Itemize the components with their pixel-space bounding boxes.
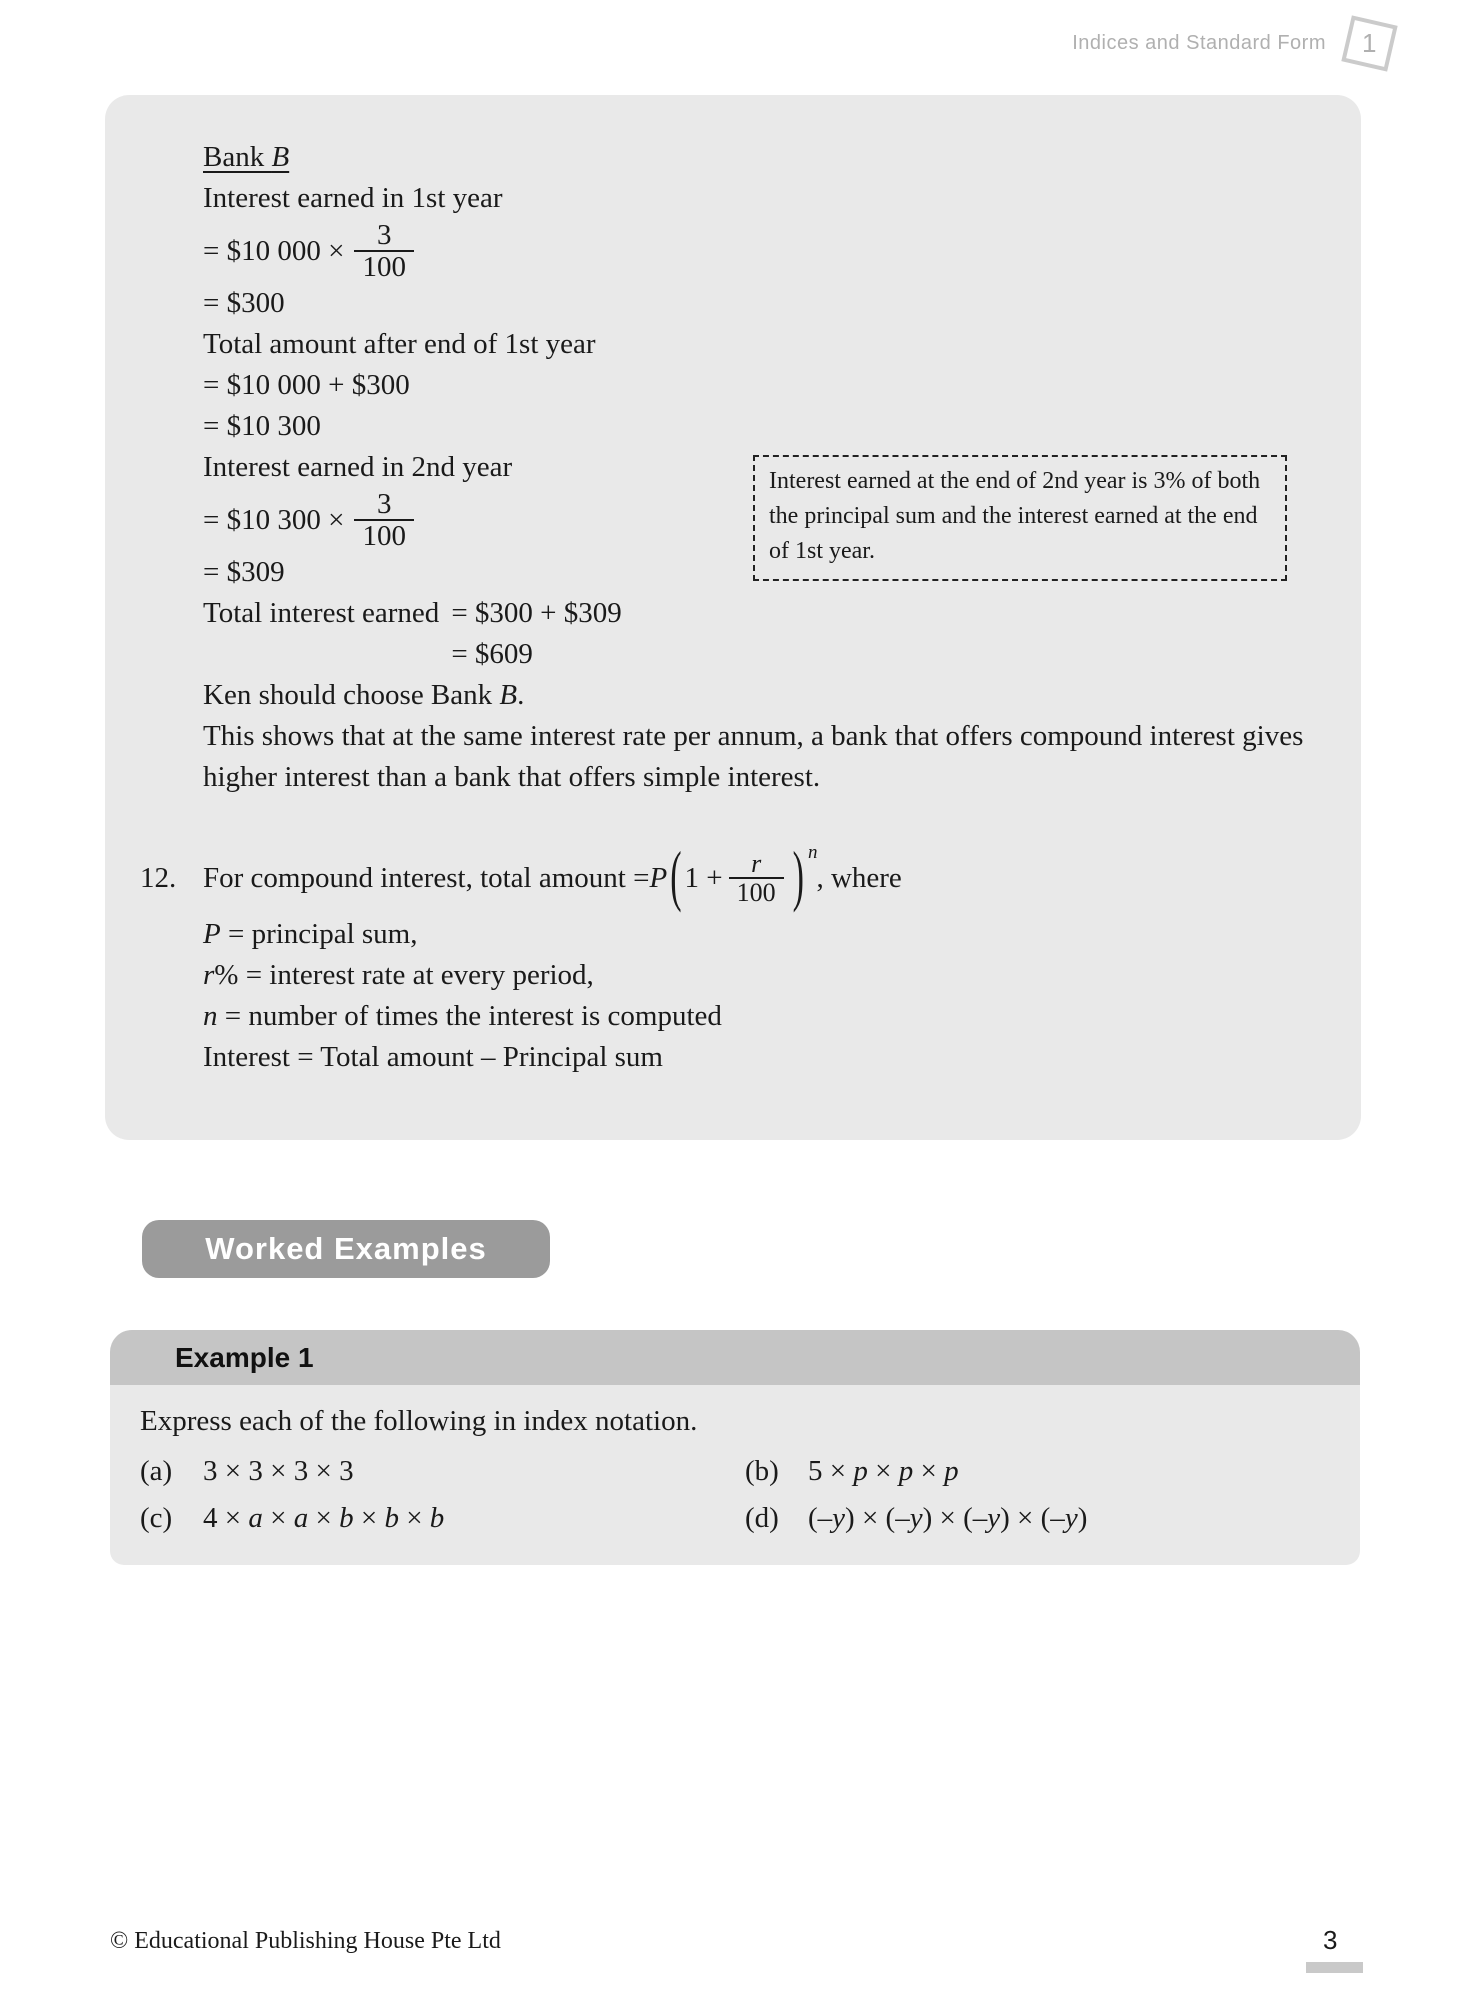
example-1-body	[110, 1385, 1360, 1565]
fraction	[354, 489, 414, 551]
fraction	[729, 850, 784, 906]
equation-line	[203, 219, 1321, 283]
part-d-label: (d)	[745, 1502, 779, 1534]
fraction-numerator: r	[751, 849, 762, 878]
solution-line: Total amount after end of 1st year	[203, 328, 596, 360]
chapter-header	[0, 20, 1393, 67]
copyright-notice: © Educational Publishing House Pte Ltd	[110, 1928, 501, 1954]
item-number: 12.	[140, 862, 177, 894]
bank-b-heading: Bank B	[203, 141, 290, 173]
equation-line: = $309	[203, 556, 285, 588]
page-number-bar	[1306, 1962, 1363, 1973]
inner-expression: 1 +	[684, 861, 723, 894]
fraction-numerator: 3	[376, 488, 392, 520]
solution-content	[105, 95, 1361, 1078]
summary-paragraph: This shows that at the same interest rate per annum, a bank that offers compound interest gives higher interest than a bank that offers simple interest.	[203, 720, 1304, 793]
definition-line: r% = interest rate at every period,	[203, 959, 594, 991]
solution-line: Interest earned in 1st year	[203, 182, 503, 214]
equation-text: = $10 000 ×	[203, 234, 345, 267]
part-c-expression: 4 × a × a × b × b × b	[203, 1502, 445, 1534]
chapter-number: 1	[1362, 28, 1377, 58]
item-body	[203, 842, 902, 1078]
left-paren: (	[670, 840, 682, 914]
formula-parenthetical	[667, 840, 818, 914]
equation-line: = $10 300	[203, 410, 321, 442]
formula-intro: For compound interest, total amount =	[203, 861, 650, 894]
equation-line: = $10 000 + $300	[203, 369, 410, 401]
example-1-header	[110, 1330, 1360, 1385]
list-item-12	[140, 842, 1321, 1078]
definition-line: n = number of times the interest is computed	[203, 1000, 722, 1032]
fraction	[354, 220, 414, 282]
equation-text: = $10 300 ×	[203, 503, 345, 536]
example-1-parts	[140, 1451, 1330, 1539]
fraction-denominator: 100	[354, 519, 414, 551]
solution-line: Interest earned in 2nd year	[203, 451, 513, 483]
example-1-intro: Express each of the following in index notation.	[140, 1405, 698, 1437]
part-c-label: (c)	[140, 1502, 173, 1534]
page-number: 3	[1323, 1925, 1338, 1955]
example-1-title: Example 1	[175, 1341, 314, 1373]
worked-examples-label: Worked Examples	[205, 1231, 487, 1266]
definition-line: Interest = Total amount – Principal sum	[203, 1041, 663, 1073]
worked-examples-banner	[142, 1220, 550, 1278]
chapter-number-badge-icon	[1341, 15, 1397, 71]
fraction-denominator: 100	[729, 877, 784, 906]
part-a-expression: 3 × 3 × 3 × 3	[203, 1455, 354, 1487]
fraction-numerator: 3	[376, 219, 392, 251]
total-interest-equations	[451, 593, 621, 675]
definition-line: P = principal sum,	[203, 918, 418, 950]
exponent-n: n	[807, 841, 818, 863]
conclusion-line: Ken should choose Bank B.	[203, 679, 525, 711]
part-a-label: (a)	[140, 1455, 173, 1487]
part-d-expression: (–y) × (–y) × (–y) × (–y)	[808, 1502, 1088, 1534]
fraction-denominator: 100	[354, 250, 414, 282]
right-paren: )	[792, 840, 804, 914]
formula-suffix: , where	[816, 861, 902, 894]
callout-note: Interest earned at the end of 2nd year is 3% of both the principal sum and the interest earned at the end of 1st year.	[753, 455, 1287, 581]
total-interest-label: Total interest earned	[203, 597, 440, 629]
compound-interest-formula	[203, 842, 902, 914]
part-b-label: (b)	[745, 1455, 779, 1487]
equation-line: = $300	[203, 287, 285, 319]
equation-line: = $300 + $309	[451, 597, 622, 629]
chapter-title: Indices and Standard Form	[1072, 32, 1326, 54]
solution-box	[105, 95, 1361, 1140]
equation-line: = $609	[451, 638, 533, 670]
total-interest-row	[203, 593, 1321, 675]
example-1-box	[110, 1330, 1360, 1565]
part-b-expression: 5 × p × p × p	[808, 1455, 959, 1487]
principal-symbol: P	[649, 861, 668, 894]
